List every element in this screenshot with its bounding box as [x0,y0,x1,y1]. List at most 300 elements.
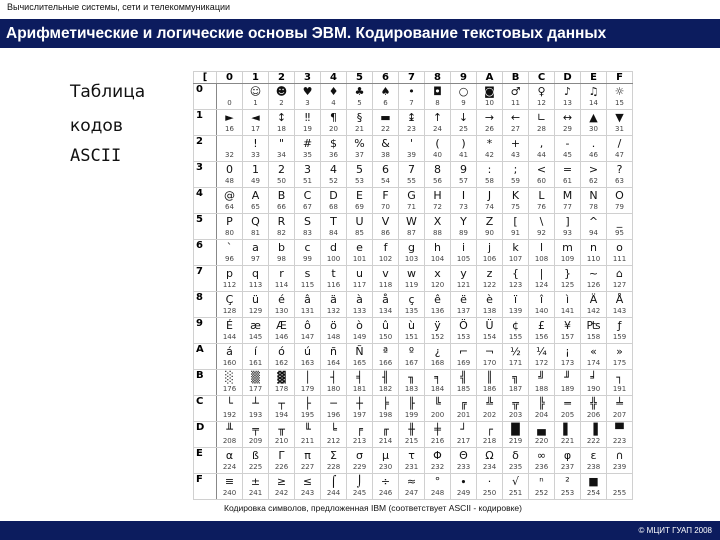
cell-glyph: ≥ [276,475,287,488]
ascii-cell [347,344,373,370]
ascii-cell [217,136,243,162]
ascii-cell [347,214,373,240]
ascii-cell [555,396,581,422]
ascii-cell [295,214,321,240]
ascii-cell [295,370,321,396]
column-header: 4 [321,72,347,84]
cell-code: 234 [482,463,497,471]
cell-glyph: á [226,345,233,358]
cell-glyph: ╖ [408,371,415,384]
ascii-cell [243,136,269,162]
ascii-cell [243,396,269,422]
cell-glyph: ♠ [380,85,391,98]
cell-code: 116 [326,281,341,289]
ascii-cell [581,214,607,240]
cell-glyph: B [277,189,286,202]
cell-code: 194 [274,411,289,419]
cell-code: 251 [508,489,523,497]
cell-glyph: ╓ [382,423,389,436]
cell-glyph: ↑ [432,111,443,124]
cell-glyph: ╔ [460,397,467,410]
ascii-cell [269,396,295,422]
ascii-cell [399,266,425,292]
cell-glyph: δ [512,449,519,462]
cell-code: 200 [430,411,445,419]
cell-code: 92 [537,229,546,237]
cell-glyph: M [562,189,573,202]
ascii-cell [295,266,321,292]
cell-code: 6 [383,99,388,107]
ascii-cell [581,266,607,292]
ascii-cell [451,448,477,474]
ascii-cell [503,292,529,318]
cell-glyph: 9 [460,163,467,176]
cell-code: 91 [511,229,520,237]
cell-code: 90 [485,229,494,237]
ascii-cell [321,396,347,422]
cell-code: 98 [277,255,286,263]
cell-code: 223 [612,437,627,445]
ascii-cell [451,370,477,396]
ascii-cell [529,214,555,240]
column-header: 2 [269,72,295,84]
cell-code: 170 [482,359,497,367]
table-row [194,422,633,448]
ascii-cell [269,318,295,344]
cell-glyph: ╜ [564,371,571,384]
cell-code: 217 [456,437,471,445]
cell-glyph: ← [510,111,521,124]
table-row [194,214,633,240]
cell-glyph: π [304,449,311,462]
ascii-cell [399,344,425,370]
cell-code: 169 [456,359,471,367]
cell-code: 157 [560,333,575,341]
cell-code: 82 [277,229,286,237]
row-header: 6 [194,240,217,266]
cell-glyph: ▀ [615,423,624,436]
ascii-cell [555,110,581,136]
ascii-cell [425,344,451,370]
ascii-cell [321,110,347,136]
cell-glyph: ⌠ [330,475,337,488]
cell-code: 94 [589,229,598,237]
cell-glyph: | [539,267,544,280]
cell-glyph: ⌂ [616,267,623,280]
cell-glyph: å [382,293,389,306]
ascii-cell [477,370,503,396]
column-header: 9 [451,72,477,84]
cell-code: 17 [251,125,260,133]
cell-code: 57 [459,177,468,185]
cell-glyph: § [356,111,363,124]
cell-glyph [217,136,242,150]
cell-code: 213 [352,437,367,445]
ascii-cell [347,266,373,292]
cell-glyph: ä [330,293,337,306]
cell-glyph: [ [513,215,518,228]
ascii-cell [529,370,555,396]
cell-glyph: 5 [356,163,363,176]
cell-glyph: ▲ [589,111,598,124]
cell-glyph: ╠ [538,397,545,410]
cell-glyph: U [355,215,364,228]
ascii-cell [321,188,347,214]
ascii-cell [373,448,399,474]
cell-code: 161 [248,359,263,367]
ascii-cell [503,448,529,474]
cell-glyph: ~ [588,267,599,280]
ascii-cell [295,292,321,318]
cell-glyph: e [356,241,363,254]
ascii-cell [581,344,607,370]
cell-code: 133 [352,307,367,315]
ascii-cell [425,136,451,162]
cell-glyph: ⌡ [356,475,363,488]
cell-glyph: b [278,241,285,254]
cell-code: 105 [456,255,471,263]
ascii-cell [321,474,347,500]
ascii-cell [555,84,581,110]
ascii-cell [217,214,243,240]
ascii-cell [347,110,373,136]
cell-glyph: ô [304,319,311,332]
cell-code: 146 [274,333,289,341]
ascii-cell [399,448,425,474]
column-header: 8 [425,72,451,84]
ascii-cell [581,474,607,500]
cell-code: 235 [508,463,523,471]
cell-glyph: I [461,189,466,202]
cell-code: 42 [485,151,494,159]
cell-glyph: ╕ [434,371,441,384]
cell-code: 108 [534,255,549,263]
cell-glyph: ╘ [330,423,337,436]
cell-glyph: ‼ [304,111,311,124]
cell-code: 162 [274,359,289,367]
cell-code: 152 [430,333,445,341]
cell-glyph: 2 [278,163,285,176]
cell-code: 45 [563,151,572,159]
cell-code: 50 [277,177,286,185]
ascii-cell [295,344,321,370]
cell-code: 183 [404,385,419,393]
ascii-cell [503,422,529,448]
ascii-cell [425,370,451,396]
ascii-cell [269,136,295,162]
cell-code: 250 [482,489,497,497]
ascii-cell [555,370,581,396]
ascii-cell [321,422,347,448]
cell-code: 83 [303,229,312,237]
cell-glyph: p [226,267,233,280]
cell-glyph: í [253,345,258,358]
cell-code: 156 [534,333,549,341]
side-title-line-3: ASCII [70,146,122,166]
ascii-cell [321,318,347,344]
cell-glyph: ë [460,293,467,306]
ascii-cell [295,188,321,214]
ascii-cell [581,370,607,396]
cell-glyph: ■ [588,475,599,488]
cell-code: 58 [485,177,494,185]
cell-code: 186 [482,385,497,393]
cell-glyph: µ [382,449,389,462]
cell-code: 164 [326,359,341,367]
cell-code: 26 [485,125,494,133]
cell-glyph: Y [460,215,467,228]
cell-code: 127 [612,281,627,289]
cell-glyph: ┬ [278,397,285,410]
cell-glyph: l [539,241,544,254]
ascii-cell [607,84,633,110]
ascii-cell [243,422,269,448]
cell-glyph: R [277,215,286,228]
ascii-cell [295,318,321,344]
cell-glyph: ↕ [276,111,287,124]
cell-glyph: ┐ [616,371,623,384]
cell-glyph: ► [225,111,234,124]
cell-code: 239 [612,463,627,471]
cell-code: 88 [433,229,442,237]
ascii-cell [347,448,373,474]
cell-code: 37 [355,151,364,159]
ascii-cell [399,396,425,422]
cell-code: 114 [274,281,289,289]
cell-code: 167 [404,359,419,367]
cell-glyph: ╫ [408,423,415,436]
cell-glyph: \ [539,215,544,228]
cell-code: 150 [378,333,393,341]
cell-code: 5 [357,99,362,107]
cell-glyph: ö [330,319,337,332]
ascii-cell [555,318,581,344]
ascii-cell [321,292,347,318]
cell-glyph: y [460,267,467,280]
cell-code: 165 [352,359,367,367]
cell-glyph: F [382,189,389,202]
cell-code: 84 [329,229,338,237]
cell-glyph: → [484,111,495,124]
cell-code: 48 [225,177,234,185]
cell-glyph: ┴ [252,397,259,410]
cell-glyph: ) [461,137,466,150]
cell-glyph: ╒ [356,423,363,436]
row-header: 9 [194,318,217,344]
cell-code: 7 [409,99,414,107]
cell-code: 145 [248,333,263,341]
cell-code: 33 [251,151,260,159]
ascii-cell [295,422,321,448]
ascii-cell [347,318,373,344]
ascii-cell [425,214,451,240]
cell-glyph: ╞ [382,397,389,410]
ascii-cell [477,162,503,188]
ascii-cell [321,162,347,188]
cell-glyph: ◘ [433,85,442,98]
cell-code: 10 [485,99,494,107]
cell-code: 54 [381,177,390,185]
ascii-cell [373,214,399,240]
side-title-line-2: кодов [70,116,123,136]
cell-glyph: ⌐ [458,345,469,358]
cell-code: 243 [300,489,315,497]
ascii-cell [269,188,295,214]
cell-glyph: ▒ [251,371,260,384]
cell-glyph: â [304,293,311,306]
cell-code: 36 [329,151,338,159]
cell-code: 233 [456,463,471,471]
cell-glyph: ¿ [434,345,441,358]
cell-code: 158 [586,333,601,341]
cell-code: 214 [378,437,393,445]
cell-glyph: ¢ [512,319,519,332]
cell-code: 76 [537,203,546,211]
cell-glyph: ^ [588,215,599,228]
ascii-cell [555,240,581,266]
ascii-cell [607,422,633,448]
cell-glyph: f [383,241,388,254]
cell-code: 237 [560,463,575,471]
cell-code: 20 [329,125,338,133]
cell-glyph: ↔ [562,111,573,124]
cell-glyph: ; [513,163,518,176]
cell-glyph: ≡ [224,475,235,488]
cell-glyph: H [433,189,442,202]
cell-code: 47 [615,151,624,159]
cell-code: 160 [222,359,237,367]
cell-glyph: ╣ [460,371,467,384]
cell-code: 103 [404,255,419,263]
cell-glyph: ▌ [563,423,572,436]
cell-glyph: σ [356,449,363,462]
cell-glyph: X [433,215,442,228]
cell-glyph: ü [252,293,259,306]
cell-code: 32 [225,151,234,159]
column-header: F [607,72,633,84]
cell-glyph: è [486,293,493,306]
ascii-cell [217,84,243,110]
cell-code: 128 [222,307,237,315]
cell-glyph: ` [226,241,233,254]
ascii-cell [243,162,269,188]
row-header: B [194,370,217,396]
cell-code: 77 [563,203,572,211]
ascii-cell [581,396,607,422]
cell-glyph: ╚ [434,397,441,410]
cell-code: 168 [430,359,445,367]
cell-code: 53 [355,177,364,185]
cell-glyph: " [278,137,285,150]
row-header: C [194,396,217,422]
cell-glyph: ║ [486,371,493,384]
cell-code: 187 [508,385,523,393]
cell-glyph: r [279,267,284,280]
cell-glyph: G [407,189,416,202]
cell-glyph: ∙ [460,475,467,488]
cell-glyph: ° [434,475,441,488]
cell-code: 49 [251,177,260,185]
column-header: A [477,72,503,84]
ascii-cell [607,214,633,240]
ascii-cell [451,110,477,136]
cell-glyph: æ [250,319,261,332]
cell-glyph: º [408,345,415,358]
ascii-cell [451,344,477,370]
cell-glyph: √ [511,475,519,488]
cell-code: 85 [355,229,364,237]
cell-code: 16 [225,125,234,133]
cell-code: 136 [430,307,445,315]
cell-glyph: τ [408,449,415,462]
cell-glyph: d [330,241,337,254]
ascii-cell [529,344,555,370]
ascii-cell [373,266,399,292]
cell-code: 206 [586,411,601,419]
ascii-cell [451,188,477,214]
cell-glyph: ♦ [328,85,339,98]
ascii-cell [243,266,269,292]
cell-code: 198 [378,411,393,419]
cell-glyph [607,474,632,488]
ascii-cell [503,370,529,396]
cell-glyph: $ [330,137,337,150]
cell-glyph: q [252,267,259,280]
cell-code: 222 [586,437,601,445]
cell-code: 65 [251,203,260,211]
cell-code: 227 [300,463,315,471]
cell-glyph: 1 [252,163,259,176]
cell-glyph: É [226,319,233,332]
ascii-cell [399,474,425,500]
ascii-cell [295,136,321,162]
ascii-cell [399,188,425,214]
cell-glyph: ↓ [458,111,469,124]
cell-glyph: ß [252,449,259,462]
cell-glyph: ¡ [565,345,570,358]
cell-glyph: , [539,137,544,150]
ascii-cell [217,344,243,370]
ascii-cell [451,214,477,240]
ascii-cell [451,136,477,162]
cell-code: 121 [456,281,471,289]
cell-glyph: • [408,85,415,98]
cell-glyph: - [565,137,570,150]
ascii-cell [373,110,399,136]
table-row [194,136,633,162]
ascii-cell [477,214,503,240]
cell-code: 220 [534,437,549,445]
cell-code: 149 [352,333,367,341]
cell-code: 130 [274,307,289,315]
ascii-cell [425,396,451,422]
ascii-cell [477,240,503,266]
cell-code: 211 [300,437,315,445]
cell-glyph: > [588,163,599,176]
cell-code: 18 [277,125,286,133]
row-header: A [194,344,217,370]
table-row [194,344,633,370]
cell-code: 181 [352,385,367,393]
ascii-cell [243,448,269,474]
cell-code: 22 [381,125,390,133]
ascii-cell [607,292,633,318]
cell-code: 69 [355,203,364,211]
cell-code: 249 [456,489,471,497]
cell-glyph: @ [224,189,235,202]
table-row [194,448,633,474]
cell-code: 218 [482,437,497,445]
